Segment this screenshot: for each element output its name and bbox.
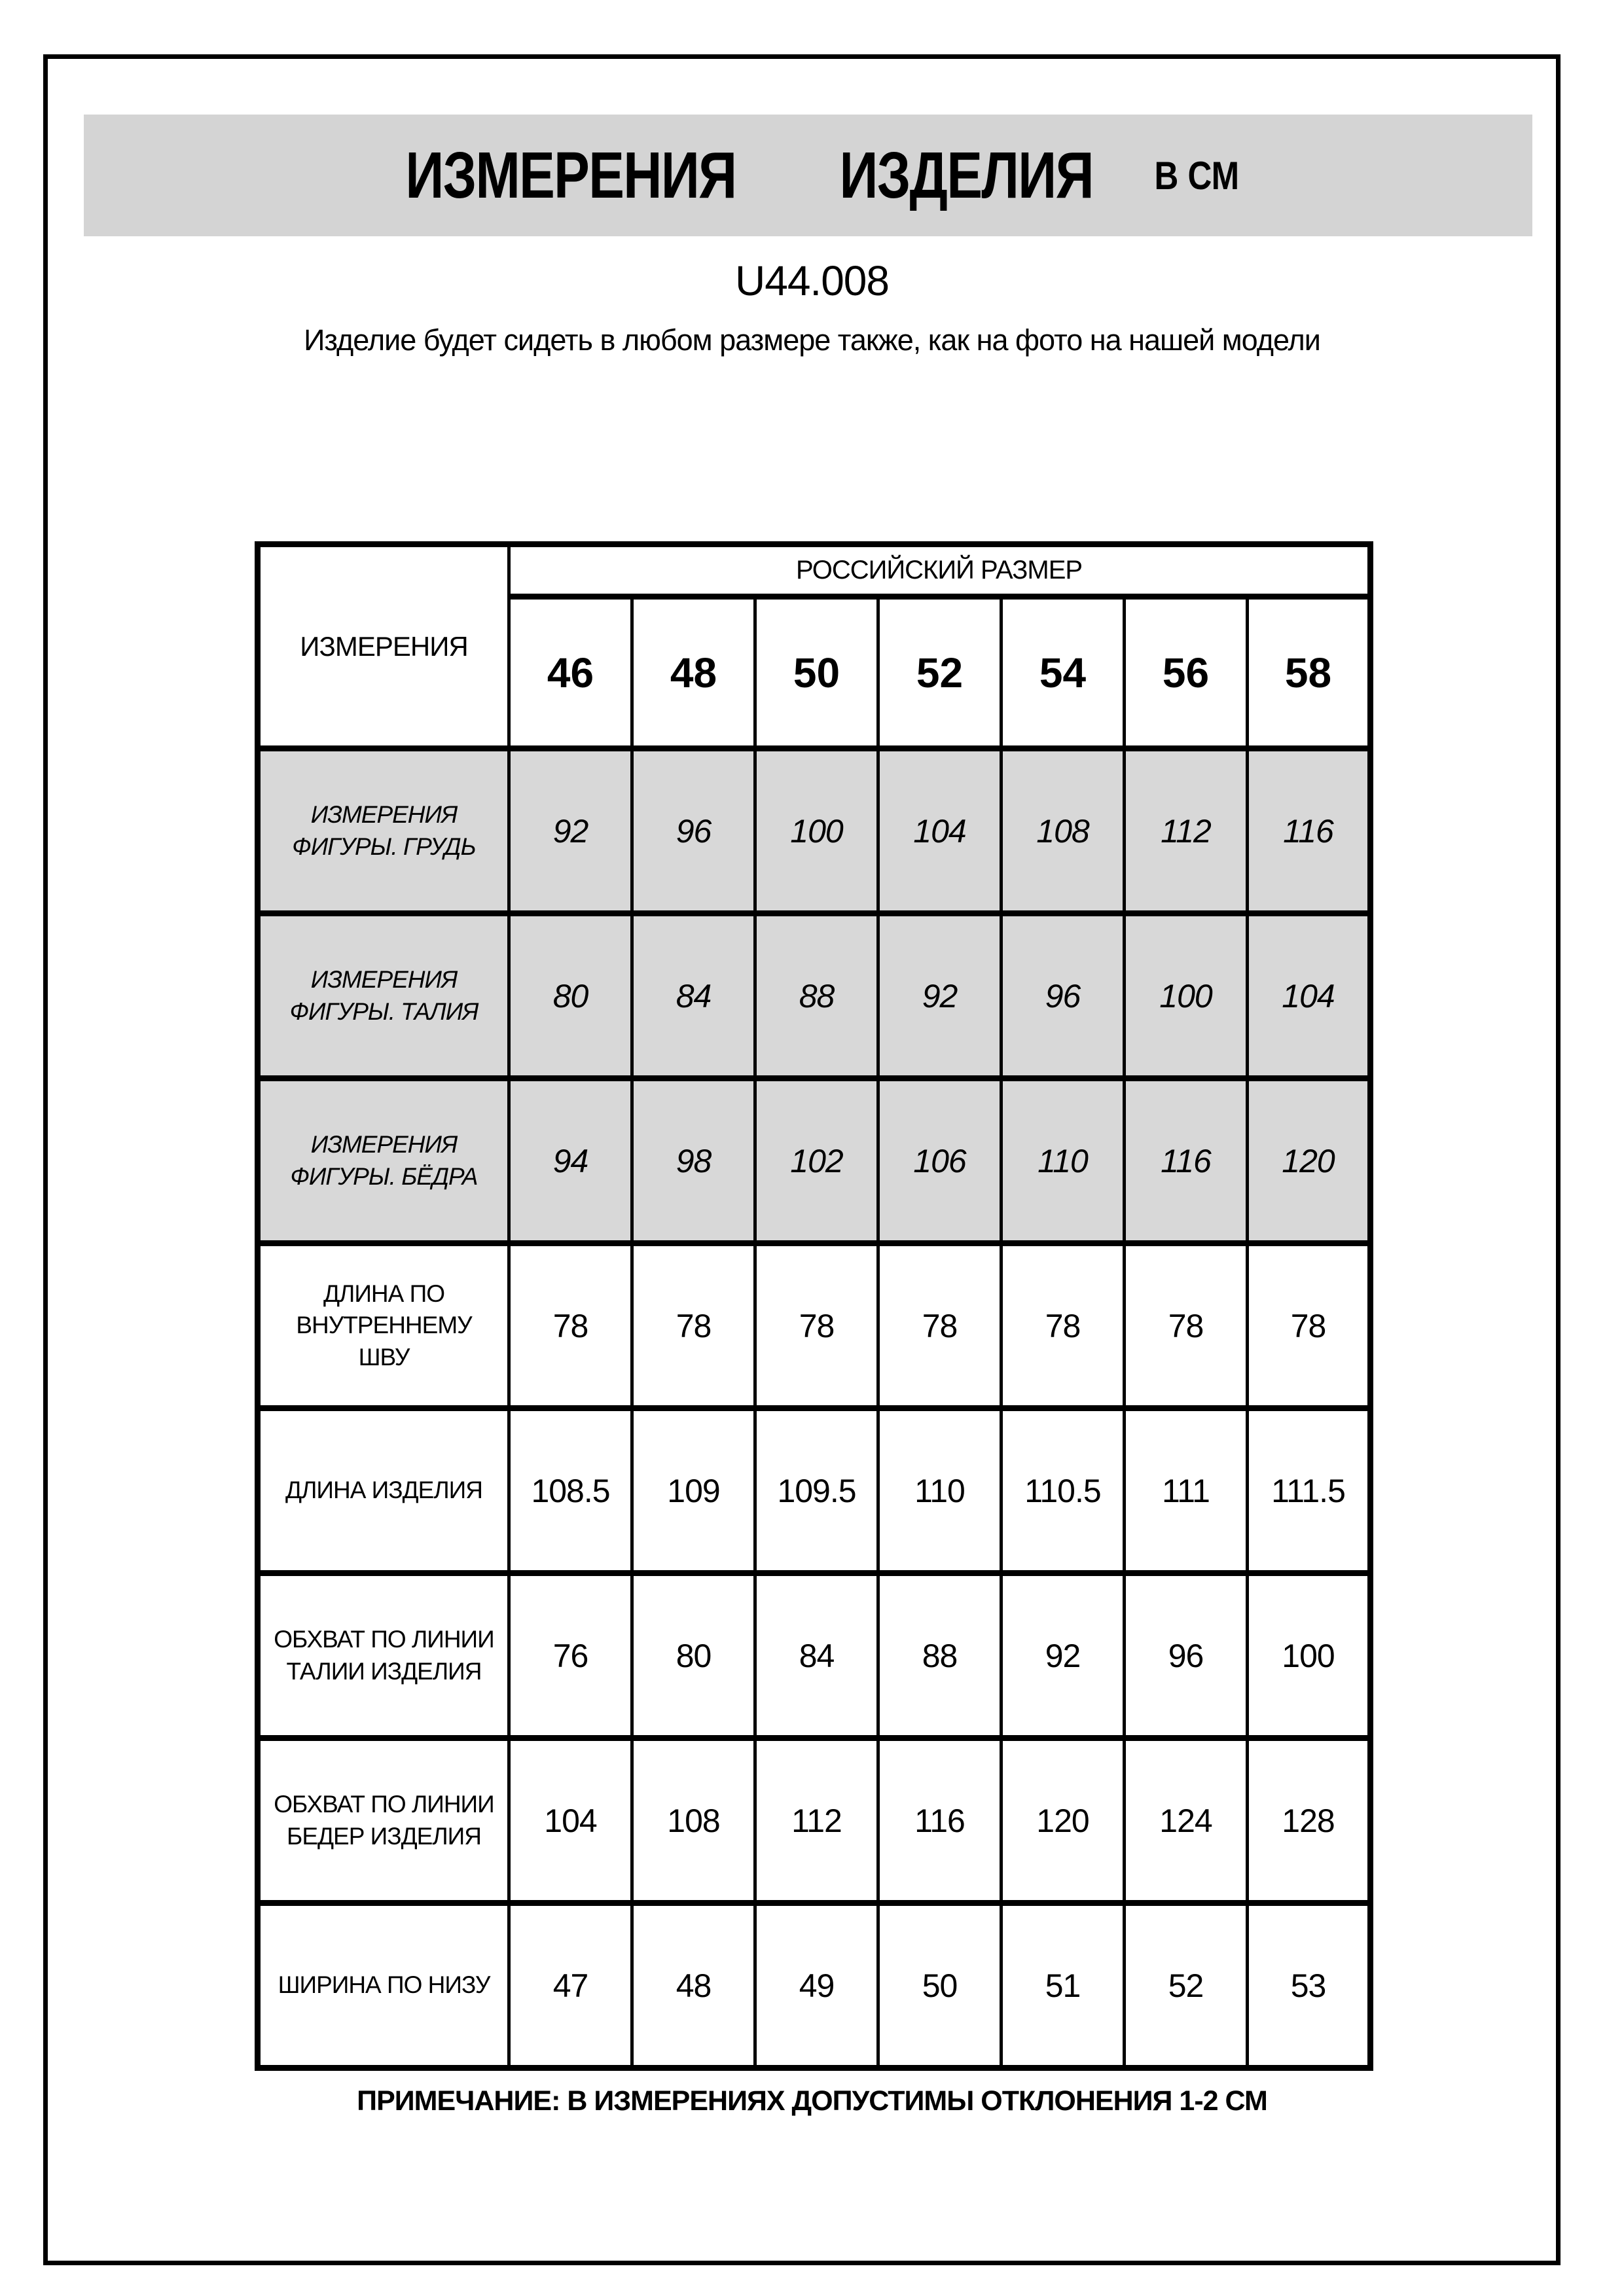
table-row-inseam bbox=[258, 1244, 1371, 1408]
value-cell: 96 bbox=[1125, 1573, 1248, 1738]
value-cell: 110.5 bbox=[1001, 1408, 1125, 1573]
value-cell: 104 bbox=[1248, 914, 1371, 1079]
value-cell: 50 bbox=[878, 1903, 1001, 2068]
value-cell: 48 bbox=[632, 1903, 755, 2068]
value-cell: 53 bbox=[1248, 1903, 1371, 2068]
value-cell: 78 bbox=[1248, 1244, 1371, 1408]
title-unit-label: В СМ bbox=[1154, 153, 1240, 198]
value-cell: 102 bbox=[755, 1079, 878, 1244]
value-cell: 84 bbox=[755, 1573, 878, 1738]
value-cell: 78 bbox=[755, 1244, 878, 1408]
value-cell: 109 bbox=[632, 1408, 755, 1573]
value-cell: 104 bbox=[878, 749, 1001, 914]
table-row-chest bbox=[258, 749, 1371, 914]
value-cell: 49 bbox=[755, 1903, 878, 2068]
value-cell: 84 bbox=[632, 914, 755, 1079]
value-cell: 96 bbox=[1001, 914, 1125, 1079]
table-corner-label: ИЗМЕРЕНИЯ bbox=[258, 545, 509, 749]
title-band bbox=[84, 115, 1532, 236]
row-label: ИЗМЕРЕНИЯ ФИГУРЫ. ГРУДЬ bbox=[258, 749, 509, 914]
value-cell: 104 bbox=[509, 1738, 632, 1903]
row-label: ШИРИНА ПО НИЗУ bbox=[258, 1903, 509, 2068]
value-cell: 78 bbox=[632, 1244, 755, 1408]
product-code: U44.008 bbox=[735, 257, 889, 304]
value-cell: 100 bbox=[755, 749, 878, 914]
value-cell: 78 bbox=[878, 1244, 1001, 1408]
value-cell: 116 bbox=[1248, 749, 1371, 914]
value-cell: 120 bbox=[1001, 1738, 1125, 1903]
table-row-waist-girth bbox=[258, 1573, 1371, 1738]
row-label: ДЛИНА ИЗДЕЛИЯ bbox=[258, 1408, 509, 1573]
row-label: ДЛИНА ПО ВНУТРЕННЕМУ ШВУ bbox=[258, 1244, 509, 1408]
value-cell: 88 bbox=[878, 1573, 1001, 1738]
table-row-garment-length bbox=[258, 1408, 1371, 1573]
value-cell: 100 bbox=[1125, 914, 1248, 1079]
page-title-word1: ИЗМЕРЕНИЯ bbox=[405, 138, 736, 212]
value-cell: 120 bbox=[1248, 1079, 1371, 1244]
value-cell: 88 bbox=[755, 914, 878, 1079]
value-cell: 106 bbox=[878, 1079, 1001, 1244]
tolerance-note: ПРИМЕЧАНИЕ: В ИЗМЕРЕНИЯХ ДОПУСТИМЫ ОТКЛОНЕНИЯ 1-2 СМ bbox=[357, 2085, 1267, 2117]
value-cell: 108.5 bbox=[509, 1408, 632, 1573]
value-cell: 78 bbox=[1001, 1244, 1125, 1408]
table-group-header-row bbox=[258, 545, 1371, 597]
value-cell: 80 bbox=[509, 914, 632, 1079]
value-cell: 94 bbox=[509, 1079, 632, 1244]
page-title-word2: ИЗДЕЛИЯ bbox=[839, 138, 1093, 212]
value-cell: 116 bbox=[878, 1738, 1001, 1903]
size-column-header: 52 bbox=[878, 597, 1001, 749]
table-row-waist bbox=[258, 914, 1371, 1079]
table-row-hips bbox=[258, 1079, 1371, 1244]
size-column-header: 48 bbox=[632, 597, 755, 749]
value-cell: 92 bbox=[1001, 1573, 1125, 1738]
value-cell: 108 bbox=[632, 1738, 755, 1903]
row-label: ИЗМЕРЕНИЯ ФИГУРЫ. ТАЛИЯ bbox=[258, 914, 509, 1079]
value-cell: 96 bbox=[632, 749, 755, 914]
value-cell: 110 bbox=[878, 1408, 1001, 1573]
value-cell: 98 bbox=[632, 1079, 755, 1244]
size-column-header: 58 bbox=[1248, 597, 1371, 749]
value-cell: 92 bbox=[509, 749, 632, 914]
size-column-header: 46 bbox=[509, 597, 632, 749]
value-cell: 78 bbox=[1125, 1244, 1248, 1408]
value-cell: 112 bbox=[1125, 749, 1248, 914]
value-cell: 111.5 bbox=[1248, 1408, 1371, 1573]
value-cell: 108 bbox=[1001, 749, 1125, 914]
value-cell: 111 bbox=[1125, 1408, 1248, 1573]
value-cell: 100 bbox=[1248, 1573, 1371, 1738]
value-cell: 92 bbox=[878, 914, 1001, 1079]
table-row-bottom-width bbox=[258, 1903, 1371, 2068]
row-label: ИЗМЕРЕНИЯ ФИГУРЫ. БЁДРА bbox=[258, 1079, 509, 1244]
size-column-header: 50 bbox=[755, 597, 878, 749]
value-cell: 80 bbox=[632, 1573, 755, 1738]
value-cell: 52 bbox=[1125, 1903, 1248, 2068]
fit-subtitle: Изделие будет сидеть в любом размере также, как на фото на нашей модели bbox=[304, 323, 1320, 357]
size-column-header: 54 bbox=[1001, 597, 1125, 749]
value-cell: 116 bbox=[1125, 1079, 1248, 1244]
value-cell: 112 bbox=[755, 1738, 878, 1903]
size-group-header: РОССИЙСКИЙ РАЗМЕР bbox=[509, 545, 1371, 597]
row-label: ОБХВАТ ПО ЛИНИИ БЕДЕР ИЗДЕЛИЯ bbox=[258, 1738, 509, 1903]
value-cell: 51 bbox=[1001, 1903, 1125, 2068]
value-cell: 78 bbox=[509, 1244, 632, 1408]
value-cell: 109.5 bbox=[755, 1408, 878, 1573]
value-cell: 47 bbox=[509, 1903, 632, 2068]
table-row-hip-girth bbox=[258, 1738, 1371, 1903]
size-table bbox=[255, 541, 1373, 2071]
size-column-header: 56 bbox=[1125, 597, 1248, 749]
value-cell: 124 bbox=[1125, 1738, 1248, 1903]
value-cell: 76 bbox=[509, 1573, 632, 1738]
value-cell: 110 bbox=[1001, 1079, 1125, 1244]
value-cell: 128 bbox=[1248, 1738, 1371, 1903]
row-label: ОБХВАТ ПО ЛИНИИ ТАЛИИ ИЗДЕЛИЯ bbox=[258, 1573, 509, 1738]
